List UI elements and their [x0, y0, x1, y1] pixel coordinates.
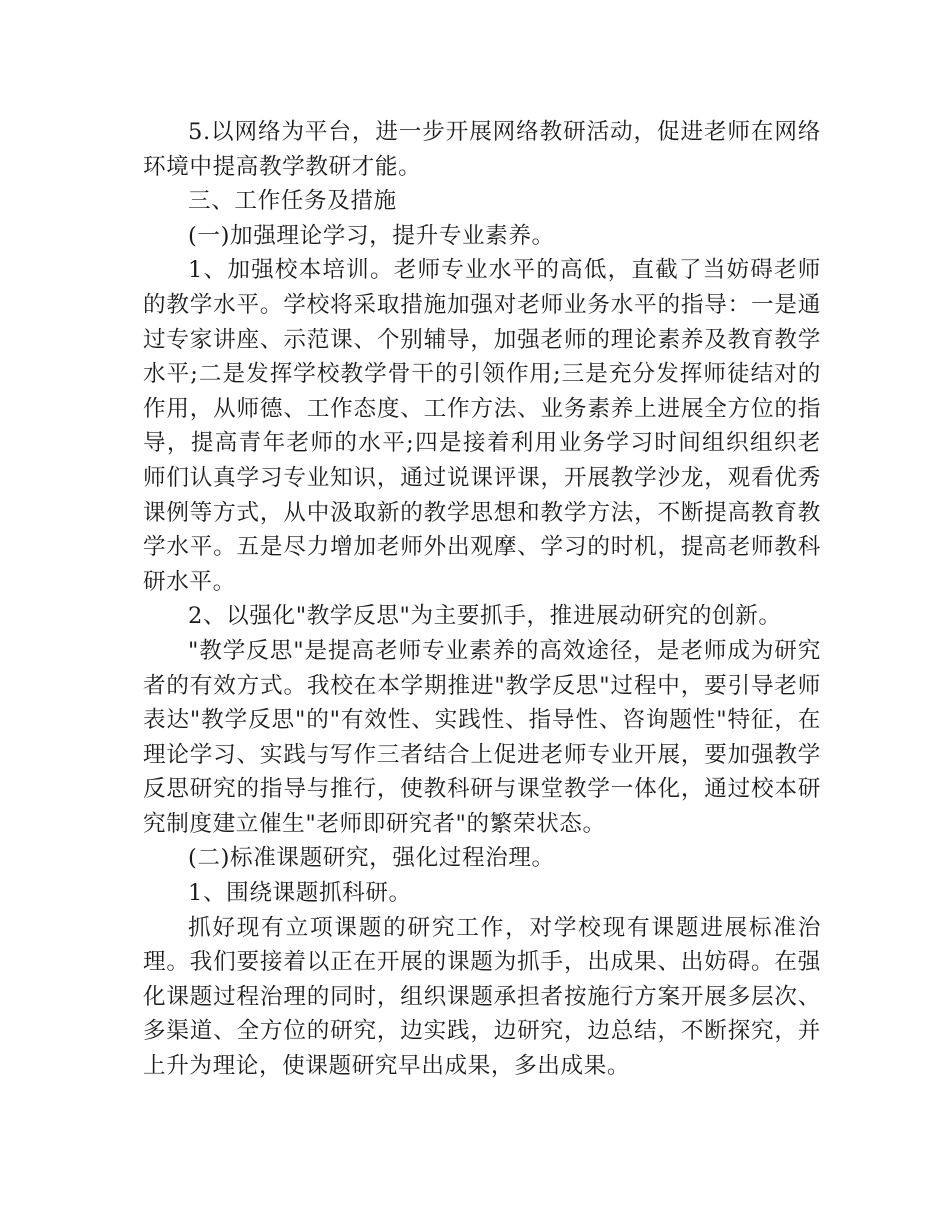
paragraph-school-training: 1、加强校本培训。老师专业水平的高低，直截了当妨碍老师的教学水平。学校将采取措施加强对老师业务水平的指导：一是通过专家讲座、示范课、个别辅导，加强老师的理论素养及教育教学水平;二是发挥学校教学骨干的引领作用;三是充分发挥师徒结对的作用，从师德、工作态度、工作方法、业务素养上进展全方位的指导，提高青年老师的水平;四是接着利用业务学习时间组织组织老师们认真学习专业知识，通过说课评课，开展教学沙龙，观看优秀课例等方式，从中汲取新的教学思想和教学方法，不断提高教育教学水平。五是尽力增加老师外出观摩、学习的时机，提高老师教科研水平。 — [143, 257, 821, 595]
document-body — [143, 115, 821, 1084]
paragraph-project-heading: 1、围绕课题抓科研。 — [188, 880, 412, 907]
paragraph-goal-5: 5.以网络为平台，进一步开展网络教研活动，促进老师在网络环境中提高教学教研才能。 — [143, 119, 821, 180]
section-heading-3: 三、工作任务及措施 — [188, 188, 397, 215]
subheading-theory-study: (一)加强理论学习，提升专业素养。 — [188, 222, 555, 249]
paragraph-project-management: 抓好现有立项课题的研究工作，对学校现有课题进展标准治理。我们要接着以正在开展的课题为抓手，出成果、出妨碍。在强化课题过程治理的同时，组织课题承担者按施行方案开展多层次、多渠道、全方位的研究，边实践，边研究，边总结，不断探究，并上升为理论，使课题研究早出成果，多出成果。 — [143, 914, 821, 1080]
paragraph-teaching-reflection: "教学反思"是提高老师专业素养的高效途径，是老师成为研究者的有效方式。我校在本学期推进"教学反思"过程中，要引导老师表达"教学反思"的"有效性、实践性、指导性、咨询题性"特征，在理论学习、实践与写作三者结合上促进老师专业开展，要加强教学反思研究的指导与推行，使教科研与课堂教学一体化，通过校本研究制度建立催生"老师即研究者"的繁荣状态。 — [143, 637, 821, 837]
paragraph-teaching-reflection-heading: 2、以强化"教学反思"为主要抓手，推进展动研究的创新。 — [188, 603, 782, 630]
subheading-project-research: (二)标准课题研究，强化过程治理。 — [188, 845, 555, 872]
